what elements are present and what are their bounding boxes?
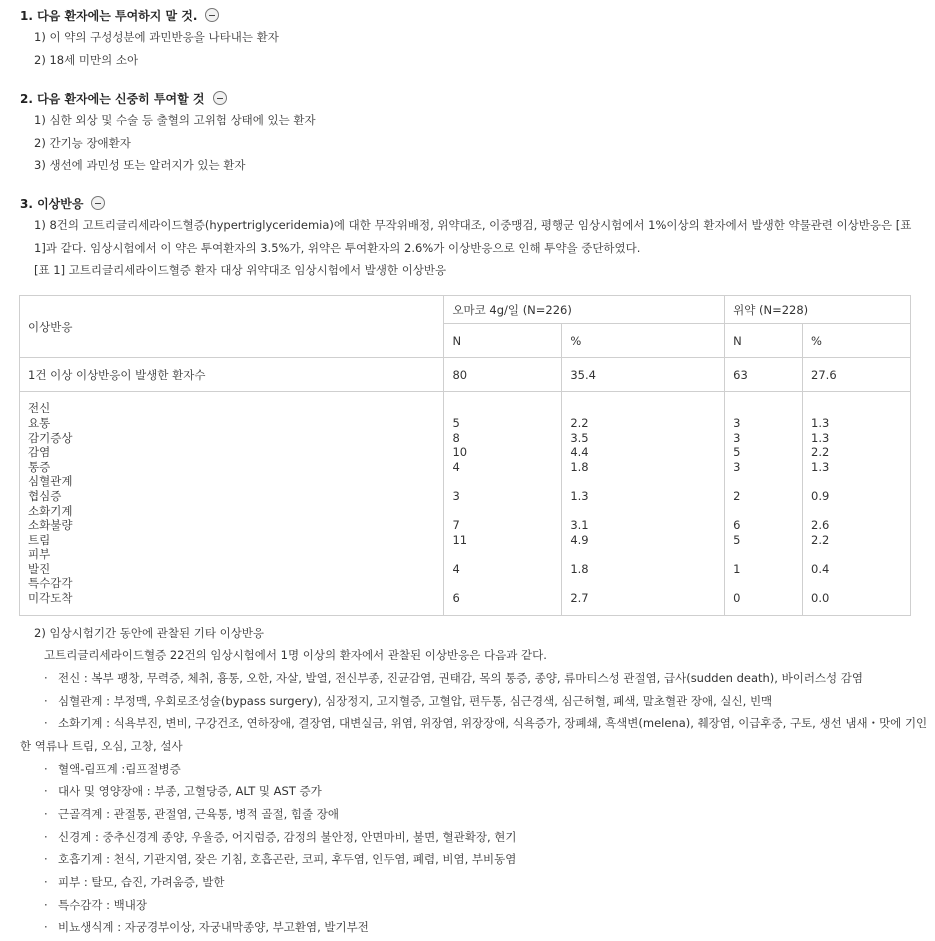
table-summary-row <box>20 358 911 392</box>
detail-n-omacor-value <box>452 504 553 519</box>
bullet-item: · 호흡기계 : 천식, 기관지염, 잦은 기침, 호흡곤란, 코피, 후두염, 인두염, 폐렴, 비염, 부비동염 <box>44 852 517 866</box>
detail-label: 전신 <box>28 401 51 416</box>
detail-label: 감기증상 <box>28 430 73 445</box>
detail-n-placebo-value: 3 <box>733 430 741 445</box>
detail-pct-placebo-value: 1.3 <box>811 430 830 445</box>
detail-pct-placebo-value: 2.2 <box>811 532 830 547</box>
header-adverse-reaction: 이상반응 <box>20 296 444 358</box>
detail-pct-omacor-value <box>570 401 716 416</box>
bullet-item: · 신경계 : 중추신경계 종양, 우울증, 어지럼증, 감정의 불안정, 안면마비, 불면, 혈관확장, 현기 <box>44 830 517 844</box>
section-3-title <box>20 194 105 212</box>
detail-label: 소화기계 <box>28 503 73 518</box>
detail-label: 미각도착 <box>28 591 73 606</box>
detail-label: 요통 <box>28 415 51 430</box>
detail-n-placebo-value: 0 <box>733 591 741 606</box>
section-3-para-line-2: 1]과 같다. 임상시험에서 이 약은 투여환자의 3.5%가, 위약은 투여환자의 2.6%가 이상반응으로 인해 투약을 중단하였다. <box>34 241 641 255</box>
summary-n-omacor: 80 <box>444 358 562 392</box>
summary-label: 1건 이상 이상반응이 발생한 환자수 <box>20 358 444 392</box>
detail-n-placebo-value: 3 <box>733 459 741 474</box>
detail-n-omacor-value: 4 <box>452 561 460 576</box>
header-pct-placebo: % <box>803 324 911 358</box>
detail-n-omacor-value: 5 <box>452 415 460 430</box>
section-2-title-text: 2. 다음 환자에는 신중히 투여할 것 <box>20 91 205 106</box>
detail-pct-placebo-value: 0.0 <box>811 591 830 606</box>
bullet-item: · 전신 : 복부 팽창, 무력증, 체취, 흉통, 오한, 자살, 발열, 전신부종, 진균감염, 권태감, 목의 통증, 종양, 류마티스성 관절염, 급사(sudden death), 바이러스성 감염 <box>44 671 864 685</box>
bullet-item: · 피부 : 탈모, 습진, 가려움증, 발한 <box>44 875 225 889</box>
detail-n-placebo <box>725 392 803 616</box>
bullet-item-continued: 한 역류나 트림, 오심, 고창, 설사 <box>20 739 183 753</box>
table-detail-row <box>20 392 911 616</box>
detail-label: 협심증 <box>28 488 62 503</box>
detail-pct-omacor-value: 2.2 <box>570 415 589 430</box>
bullet-item: · 근골격계 : 관절통, 관절염, 근육통, 병적 골절, 힘줄 장애 <box>44 807 340 821</box>
detail-n-omacor-value <box>452 401 553 416</box>
section-1-item-1: 1) 이 약의 구성성분에 과민반응을 나타내는 환자 <box>34 30 279 44</box>
detail-label: 트림 <box>28 532 51 547</box>
detail-n-omacor <box>444 392 562 616</box>
detail-n-omacor-value <box>452 547 553 562</box>
bullet-item: · 특수감각 : 백내장 <box>44 898 147 912</box>
detail-n-omacor-value: 11 <box>452 532 468 547</box>
other-intro: 고트리글리세라이드혈증 22건의 임상시험에서 1명 이상의 환자에서 관찰된 이상반응은 다음과 같다. <box>44 648 547 662</box>
detail-pct-omacor-value: 1.3 <box>570 488 589 503</box>
detail-n-placebo-value: 5 <box>733 532 741 547</box>
bullet-item: · 심혈관계 : 부정맥, 우회로조성술(bypass surgery), 심장정지, 고지혈증, 고혈압, 편두통, 심근경색, 심근허혈, 폐색, 말초혈관 장애, 실신, 빈맥 <box>44 694 773 708</box>
detail-n-placebo-value: 6 <box>733 518 741 533</box>
detail-pct-placebo-value <box>811 547 902 562</box>
table-header-row-1 <box>20 296 911 324</box>
detail-label: 감염 <box>28 445 51 460</box>
summary-pct-omacor: 35.4 <box>562 358 725 392</box>
collapse-section-1-icon[interactable] <box>205 8 219 22</box>
detail-n-placebo-value <box>733 576 794 591</box>
detail-pct-placebo-value <box>811 576 902 591</box>
section-2-item-3: 3) 생선에 과민성 또는 알러지가 있는 환자 <box>34 158 246 172</box>
detail-pct-placebo-value: 0.4 <box>811 561 830 576</box>
header-pct-omacor: % <box>562 324 725 358</box>
detail-n-omacor-value: 6 <box>452 591 460 606</box>
detail-pct-omacor-value: 3.5 <box>570 430 589 445</box>
detail-pct-omacor-value <box>570 547 716 562</box>
detail-pct-placebo-value: 1.3 <box>811 415 830 430</box>
header-omacor-group: 오마코 4g/일 (N=226) <box>444 296 725 324</box>
detail-n-placebo-value <box>733 401 794 416</box>
section-1-title <box>20 6 219 24</box>
detail-pct-omacor-value: 3.1 <box>570 518 589 533</box>
section-1-item-2: 2) 18세 미만의 소아 <box>34 53 139 67</box>
detail-n-omacor-value: 7 <box>452 518 460 533</box>
adverse-reactions-table <box>19 295 911 616</box>
detail-n-omacor-value <box>452 576 553 591</box>
bullet-item: · 비뇨생식계 : 자궁경부이상, 자궁내막종양, 부고환염, 발기부전 <box>44 920 369 934</box>
detail-label: 피부 <box>28 547 51 562</box>
detail-label: 특수감각 <box>28 576 73 591</box>
section-3-title-text: 3. 이상반응 <box>20 196 84 211</box>
collapse-section-3-icon[interactable] <box>91 196 105 210</box>
detail-pct-placebo-value: 1.3 <box>811 459 830 474</box>
detail-n-placebo-value <box>733 474 794 489</box>
detail-pct-omacor-value: 2.7 <box>570 591 589 606</box>
bullet-item: · 대사 및 영양장애 : 부종, 고혈당증, ALT 및 AST 증가 <box>44 784 322 798</box>
summary-n-placebo: 63 <box>725 358 803 392</box>
collapse-section-2-icon[interactable] <box>213 91 227 105</box>
detail-pct-placebo-value <box>811 474 902 489</box>
section-3-para-line-1: 1) 8건의 고트리글리세라이드혈증(hypertriglyceridemia)에 대한 무작위배정, 위약대조, 이중맹검, 평행군 임상시험에서 1%이상의 환자에서 발생한 약물관련 이상반응은 [표 <box>34 218 912 232</box>
detail-n-placebo-value <box>733 504 794 519</box>
summary-pct-placebo: 27.6 <box>803 358 911 392</box>
bullet-item: · 혈액-림프계 :림프절병증 <box>44 762 181 776</box>
detail-n-placebo-value <box>733 547 794 562</box>
detail-n-placebo-value: 2 <box>733 488 741 503</box>
detail-pct-omacor-value: 1.8 <box>570 459 589 474</box>
detail-label: 소화불량 <box>28 518 73 533</box>
detail-n-placebo-value: 3 <box>733 415 741 430</box>
detail-n-omacor-value: 3 <box>452 488 460 503</box>
detail-n-placebo-value: 5 <box>733 445 741 460</box>
section-2-title <box>20 89 227 107</box>
detail-n-omacor-value: 8 <box>452 430 460 445</box>
detail-pct-placebo-value <box>811 504 902 519</box>
other-heading: 2) 임상시험기간 동안에 관찰된 기타 이상반응 <box>34 626 265 640</box>
detail-pct-placebo-value: 2.2 <box>811 445 830 460</box>
detail-pct-placebo-value: 0.9 <box>811 488 830 503</box>
table-caption: [표 1] 고트리글리세라이드혈증 환자 대상 위약대조 임상시험에서 발생한 이상반응 <box>34 263 447 277</box>
detail-label: 통증 <box>28 459 51 474</box>
detail-n-omacor-value: 4 <box>452 459 460 474</box>
detail-pct-omacor-value <box>570 576 716 591</box>
detail-pct-placebo <box>803 392 911 616</box>
section-2-item-2: 2) 간기능 장애환자 <box>34 136 131 150</box>
detail-n-omacor-value: 10 <box>452 445 468 460</box>
detail-pct-omacor-value <box>570 504 716 519</box>
header-n-placebo: N <box>725 324 803 358</box>
header-n-omacor: N <box>444 324 562 358</box>
detail-pct-omacor-value: 4.9 <box>570 532 589 547</box>
detail-pct-omacor-value: 1.8 <box>570 561 589 576</box>
detail-labels <box>20 392 444 616</box>
detail-pct-placebo-value: 2.6 <box>811 518 830 533</box>
section-1-title-text: 1. 다음 환자에는 투여하지 말 것. <box>20 8 198 23</box>
detail-n-placebo-value: 1 <box>733 561 741 576</box>
detail-pct-placebo-value <box>811 401 902 416</box>
detail-pct-omacor-value: 4.4 <box>570 445 589 460</box>
bullet-item: · 소화기계 : 식욕부진, 변비, 구강건조, 연하장애, 결장염, 대변실금, 위염, 위장염, 위장장애, 식욕증가, 장폐쇄, 흑색변(melena), 췌장염, 이급후중, 구토, 생선 냄새・맛에 기인 <box>44 716 928 730</box>
detail-pct-omacor-value <box>570 474 716 489</box>
detail-n-omacor-value <box>452 474 553 489</box>
detail-label: 발진 <box>28 561 51 576</box>
detail-pct-omacor <box>562 392 725 616</box>
header-placebo-group: 위약 (N=228) <box>725 296 911 324</box>
detail-label: 심혈관계 <box>28 474 73 489</box>
section-2-item-1: 1) 심한 외상 및 수술 등 출혈의 고위험 상태에 있는 환자 <box>34 113 316 127</box>
